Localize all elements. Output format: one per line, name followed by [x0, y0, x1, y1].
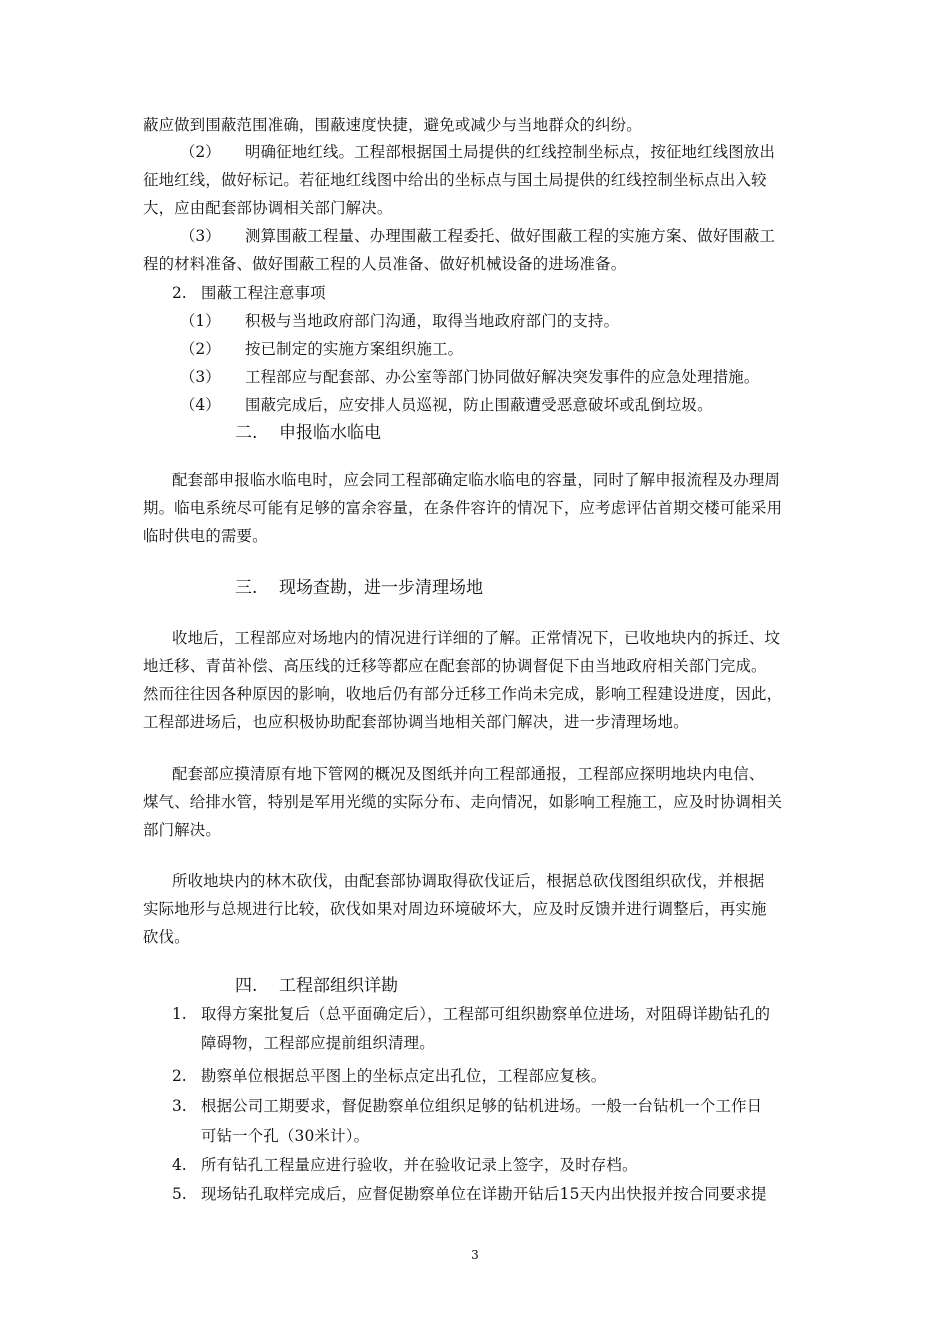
list-item-line: 取得方案批复后（总平面确定后），工程部可组织勘察单位进场，对阻碍详勘钻孔的 [201, 1005, 771, 1023]
section-number: 四. [235, 976, 258, 996]
text-line: 然而往往因各种原因的影响，收地后仍有部分迁移工作尚未完成，影响工程建设进度，因此， [143, 685, 783, 703]
text-line: 实际地形与总规进行比较，砍伐如果对周边环境破坏大，应及时反馈并进行调整后，再实施 [143, 900, 767, 918]
text-line: 临时供电的需要。 [143, 527, 268, 545]
text-line: 地迁移、青苗补偿、高压线的迁移等都应在配套部的协调督促下由当地政府相关部门完成。 [143, 657, 767, 675]
text-line: 明确征地红线。工程部根据国土局提供的红线控制坐标点，按征地红线图放出 [245, 143, 776, 161]
text-line: 期。临电系统尽可能有足够的富余容量，在条件容许的情况下，应考虑评估首期交楼可能采用 [143, 499, 783, 517]
text-line: 积极与当地政府部门沟通，取得当地政府部门的支持。 [245, 312, 620, 330]
text-line: 测算围蔽工程量、办理围蔽工程委托、做好围蔽工程的实施方案、做好围蔽工 [245, 227, 776, 245]
section-title: 工程部组织详勘 [279, 976, 398, 996]
text-line: 按已制定的实施方案组织施工。 [245, 340, 464, 358]
list-item-line: 障碍物，工程部应提前组织清理。 [201, 1034, 435, 1052]
text-line: 程的材料准备、做好围蔽工程的人员准备、做好机械设备的进场准备。 [143, 255, 627, 273]
section-number: 三. [235, 578, 258, 598]
text-line: 围蔽完成后，应安排人员巡视，防止围蔽遭受恶意破坏或乱倒垃圾。 [245, 396, 713, 414]
text-line: 煤气、给排水管，特别是军用光缆的实际分布、走向情况，如影响工程施工，应及时协调相关 [143, 793, 783, 811]
list-item-line: 所有钻孔工程量应进行验收，并在验收记录上签字，及时存档。 [201, 1156, 638, 1174]
subsection-title: 围蔽工程注意事项 [201, 284, 326, 302]
text-line: 配套部应摸清原有地下管网的概况及图纸并向工程部通报，工程部应探明地块内电信、 [172, 765, 765, 783]
text-line: 征地红线，做好标记。若征地红线图中给出的坐标点与国土局提供的红线控制坐标点出入较 [143, 171, 767, 189]
text-line: 工程部应与配套部、办公室等部门协同做好解决突发事件的应急处理措施。 [245, 368, 760, 386]
text-line: 收地后，工程部应对场地内的情况进行详细的了解。正常情况下，已收地块内的拆迁、坟 [172, 629, 781, 647]
item-number: （3） [180, 368, 221, 386]
list-item-line: 可钻一个孔（30米计）。 [201, 1127, 370, 1145]
text-line: 大，应由配套部协调相关部门解决。 [143, 199, 393, 217]
text-line: 部门解决。 [143, 821, 221, 839]
list-number: 2. [172, 1067, 187, 1085]
list-number: 1. [172, 1005, 187, 1023]
list-item-line: 现场钻孔取样完成后，应督促勘察单位在详勘开钻后15天内出快报并按合同要求提 [201, 1185, 767, 1203]
list-number: 4. [172, 1156, 187, 1174]
text-line: 所收地块内的林木砍伐，由配套部协调取得砍伐证后，根据总砍伐图组织砍伐，并根据 [172, 872, 765, 890]
section-heading [235, 577, 483, 599]
text-line: 工程部进场后，也应积极协助配套部协调当地相关部门解决，进一步清理场地。 [143, 713, 689, 731]
text-line: 砍伐。 [143, 928, 190, 946]
page-number: 3 [471, 1248, 479, 1262]
list-number: 5. [172, 1185, 187, 1203]
item-number: 2. [172, 284, 187, 302]
item-number: （1） [180, 312, 221, 330]
list-item-line: 根据公司工期要求，督促勘察单位组织足够的钻机进场。一般一台钻机一个工作日 [201, 1097, 763, 1115]
section-title: 现场查勘，进一步清理场地 [279, 578, 483, 598]
section-title: 申报临水临电 [279, 423, 381, 443]
item-number: （2） [180, 340, 221, 358]
item-number: （2） [180, 143, 221, 161]
item-number: （3） [180, 227, 221, 245]
section-heading [235, 422, 381, 444]
text-line: 配套部申报临水临电时，应会同工程部确定临水临电的容量，同时了解申报流程及办理周 [172, 471, 781, 489]
item-number: （4） [180, 396, 221, 414]
list-number: 3. [172, 1097, 187, 1115]
section-number: 二. [235, 423, 258, 443]
list-item-line: 勘察单位根据总平图上的坐标点定出孔位，工程部应复核。 [201, 1067, 607, 1085]
text-line: 蔽应做到围蔽范围准确，围蔽速度快捷，避免或减少与当地群众的纠纷。 [143, 116, 642, 134]
section-heading [235, 975, 398, 997]
